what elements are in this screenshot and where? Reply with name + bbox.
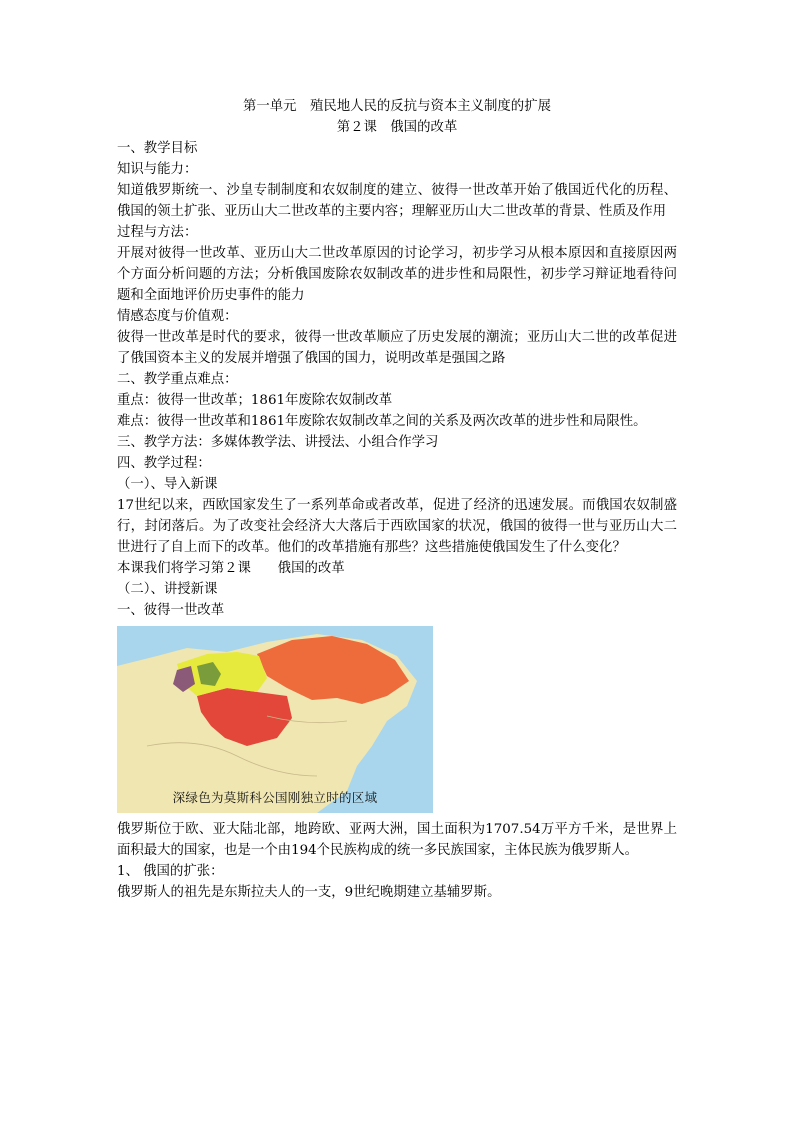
- difficult-point: 难点：彼得一世改革和1861年废除农奴制改革之间的关系及两次改革的进步性和局限性。: [117, 414, 647, 429]
- key-point: 重点：彼得一世改革；1861年废除农奴制改革: [117, 393, 393, 408]
- map-drawing: [117, 626, 433, 813]
- attitude-label: 情感态度与价值观：: [117, 309, 238, 324]
- key-heading: 二、教学重点难点：: [117, 372, 238, 387]
- lesson-title: 第２课 俄国的改革: [336, 120, 458, 135]
- intro-text: 17世纪以来，西欧国家发生了一系列革命或者改革，促进了经济的迅速发展。而俄国农奴制盛行，封闭落后。为了改变社会经济大大落后于西欧国家的状况，俄国的彼得一世与亚历山大二世进行了自上而下的改革。他们的改革措施有那些？这些措施使俄国发生了什么变化？: [117, 498, 677, 555]
- russia-text: 俄罗斯位于欧、亚大陆北部，地跨欧、亚两大洲，国土面积为1707.54万平方千米，是世界上面积最大的国家，也是一个由194个民族构成的统一多民族国家，主体民族为俄罗斯人。: [117, 822, 677, 858]
- process-text: 开展对彼得一世改革、亚历山大二世改革原因的讨论学习，初步学习从根本原因和直接原因两个方面分析问题的方法；分析俄国废除农奴制改革的进步性和局限性，初步学习辩证地看待问题和全面地评价历史事件的能力: [117, 246, 677, 303]
- methods-line: 三、教学方法：多媒体教学法、讲授法、小组合作学习: [117, 435, 439, 450]
- process-heading: 四、教学过程：: [117, 456, 211, 471]
- document-page: [117, 96, 677, 903]
- process-label: 过程与方法：: [117, 225, 198, 240]
- objectives-heading: 一、教学目标: [117, 141, 198, 156]
- knowledge-label: 知识与能力：: [117, 162, 198, 177]
- peter-heading: 一、彼得一世改革: [117, 603, 225, 618]
- attitude-text: 彼得一世改革是时代的要求，彼得一世改革顺应了历史发展的潮流；亚历山大二世的改革促进了俄国资本主义的发展并增强了俄国的国力，说明改革是强国之路: [117, 330, 677, 366]
- teach-heading: （二）、讲授新课: [117, 582, 218, 597]
- intro-heading: （一）、导入新课: [117, 477, 218, 492]
- expansion-heading: 1、 俄国的扩张：: [117, 864, 224, 879]
- intro-last-line: 本课我们将学习第２课 俄国的改革: [117, 561, 345, 576]
- unit-title: 第一单元 殖民地人民的反抗与资本主义制度的扩展: [243, 99, 551, 114]
- russia-expansion-map: [117, 626, 433, 813]
- map-caption: 深绿色为莫斯科公国刚独立时的区域: [172, 790, 378, 805]
- expansion-text: 俄罗斯人的祖先是东斯拉夫人的一支，9世纪晚期建立基辅罗斯。: [117, 885, 501, 900]
- knowledge-text: 知道俄罗斯统一、沙皇专制制度和农奴制度的建立、彼得一世改革开始了俄国近代化的历程、俄国的领土扩张、亚历山大二世改革的主要内容；理解亚历山大二世改革的背景、性质及作用: [117, 183, 677, 219]
